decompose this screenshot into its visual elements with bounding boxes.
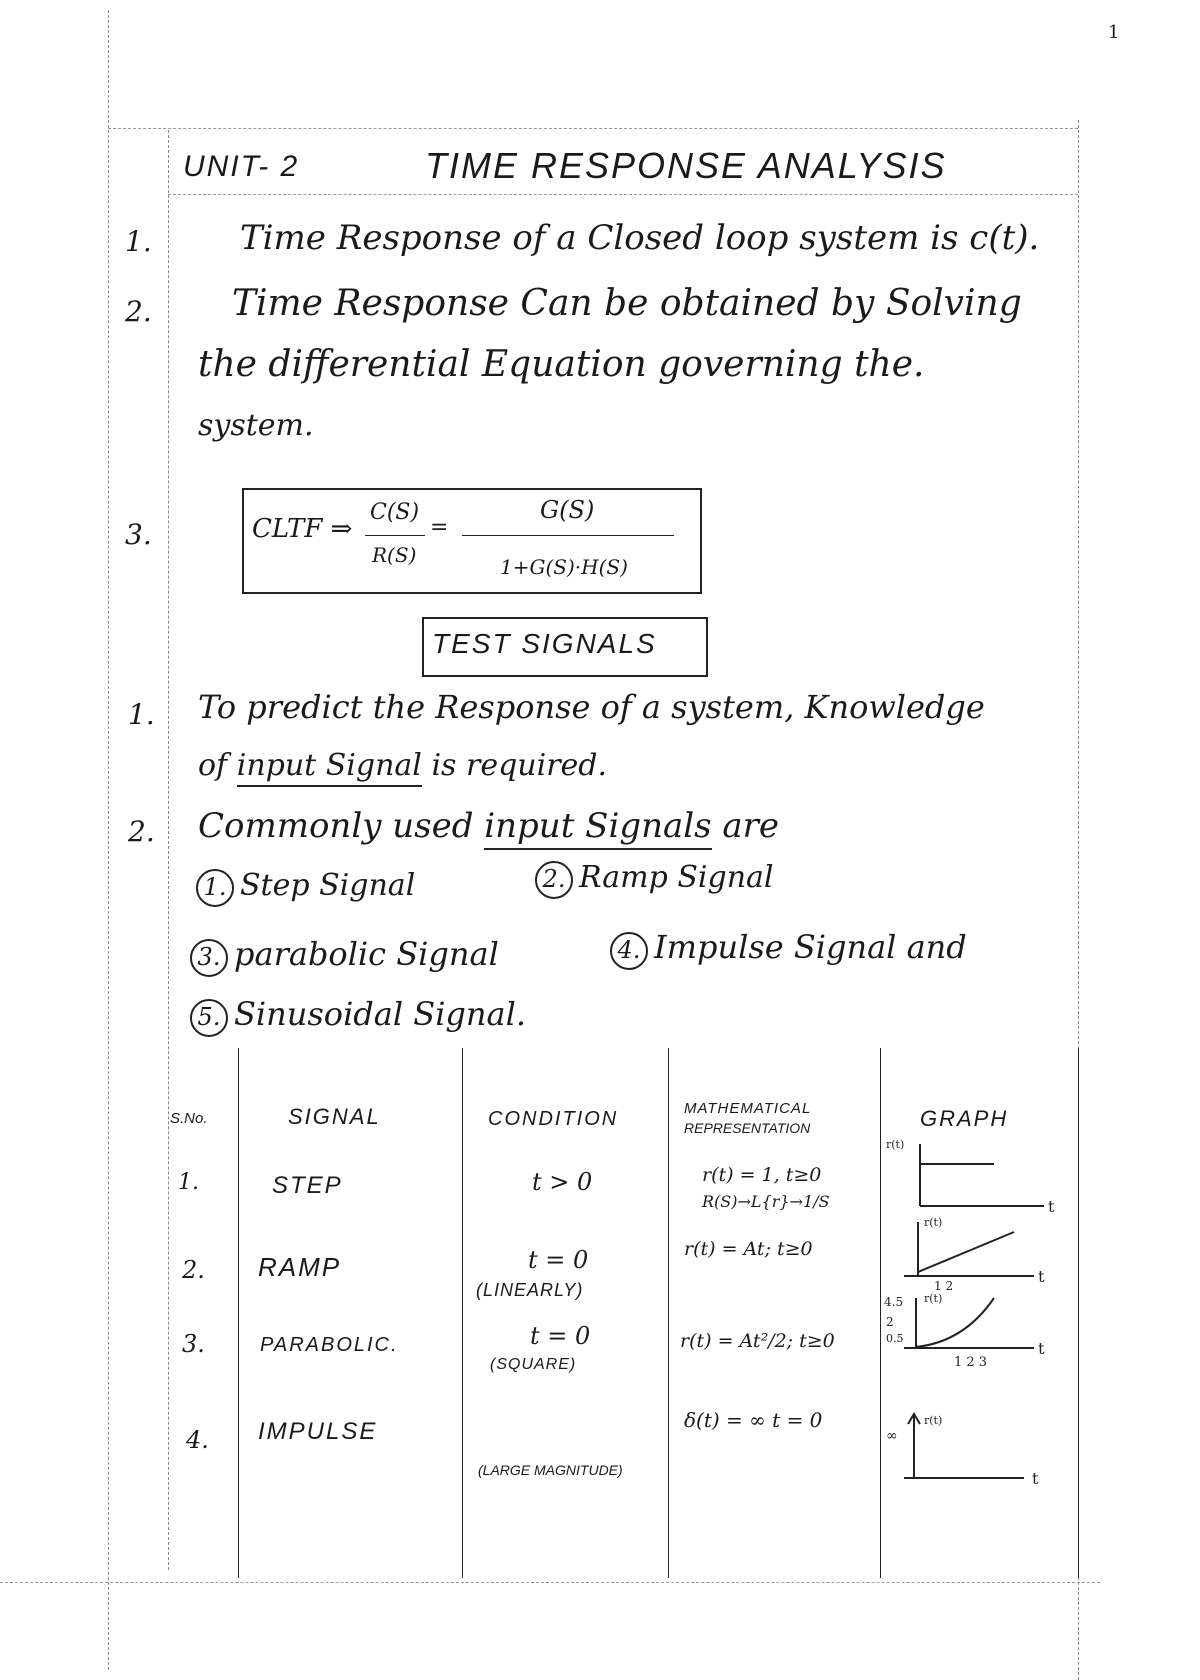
page-number: 1: [1108, 22, 1120, 43]
ts-point-2-number: 2.: [128, 815, 155, 848]
heading-rule: [168, 194, 1078, 195]
row-1-math-2: R(S)→L{r}→1/S: [702, 1192, 830, 1211]
impulse-inf-label: ∞: [886, 1428, 898, 1444]
th-math-1: MATHEMATICAL: [684, 1100, 812, 1117]
row-4-math-1: δ(t) = ∞ t = 0: [684, 1408, 823, 1432]
signal-item-3: [190, 935, 499, 977]
row-1-math-1: r(t) = 1, t≥0: [702, 1164, 822, 1186]
bottom-rule: [0, 1582, 1100, 1583]
parabolic-curve: [916, 1298, 994, 1347]
point-2-line3: system.: [198, 408, 314, 443]
parabolic-x-label: t: [1038, 1339, 1045, 1358]
cltf-rhs-bar: [462, 535, 674, 536]
row-1-signal: STEP: [272, 1172, 343, 1199]
parabolic-val-2: 2: [886, 1315, 894, 1329]
row-3-condition-note: (SQUARE): [490, 1356, 577, 1373]
ts-p1-of: of: [198, 748, 228, 783]
row-3-signal: PARABOLIC.: [260, 1334, 399, 1356]
cltf-rhs-num: G(S): [540, 496, 595, 524]
ts-p2-lead: Commonly used: [198, 806, 474, 846]
row-2-math-1: r(t) = At; t≥0: [684, 1238, 813, 1260]
ts-p1-rest: is required.: [431, 748, 608, 783]
row-4-sno: 4.: [186, 1426, 209, 1454]
signal-item-2-number: 2.: [535, 861, 573, 899]
step-y-label: r(t): [886, 1138, 905, 1151]
cltf-lhs-bar: [365, 535, 425, 536]
ramp-line: [918, 1232, 1014, 1272]
unit-label: UNIT- 2: [183, 150, 300, 183]
row-2-condition-note: (LINEARLY): [476, 1280, 584, 1300]
point-1-number: 1.: [125, 225, 152, 258]
th-math-2: REPRESENTATION: [684, 1120, 811, 1136]
row-3-math-1: r(t) = At²/2; t≥0: [680, 1330, 835, 1352]
point-2-line2: the differential Equation governing the.: [198, 344, 925, 385]
table-col-line-1: [238, 1048, 239, 1578]
ts-point-1-number: 1.: [128, 698, 155, 731]
signal-item-5-number: 5.: [190, 999, 228, 1037]
signal-item-2-label: Ramp Signal: [579, 860, 774, 895]
impulse-x-label: t: [1032, 1469, 1039, 1488]
ramp-x-label: t: [1038, 1267, 1045, 1286]
row-3-sno: 3.: [182, 1330, 205, 1358]
point-2-number: 2.: [125, 295, 152, 328]
cltf-lhs-den: R(S): [372, 543, 417, 567]
ts-p1-underlined: input Signal: [237, 748, 422, 787]
cltf-equals: =: [430, 515, 449, 540]
row-2-condition: t = 0: [528, 1246, 589, 1274]
table-col-line-4: [880, 1048, 881, 1578]
th-signal: SIGNAL: [288, 1104, 381, 1129]
cltf-rhs-den: 1+G(S)·H(S): [500, 555, 628, 579]
row-2-signal: RAMP: [258, 1252, 342, 1282]
inner-margin-line: [168, 130, 169, 1570]
ts-p2-rest: are: [722, 806, 780, 846]
row-2-sno: 2.: [182, 1256, 205, 1284]
ts-point-2-line1: [198, 806, 779, 846]
signal-item-5-label: Sinusoidal Signal.: [234, 995, 526, 1033]
left-margin-line: [108, 10, 109, 1670]
signal-item-1: [196, 868, 415, 907]
test-signals-title: TEST SIGNALS: [432, 628, 657, 659]
impulse-y-label: r(t): [924, 1414, 943, 1427]
step-x-label: t: [1048, 1197, 1055, 1216]
point-2-line1: Time Response Can be obtained by Solving: [232, 283, 1022, 324]
signal-item-4-label: Impulse Signal and: [654, 928, 967, 966]
signal-item-3-number: 3.: [190, 939, 228, 977]
signal-item-2: [535, 860, 774, 899]
signal-item-5: [190, 995, 526, 1037]
signal-item-1-label: Step Signal: [240, 868, 416, 903]
signal-item-1-number: 1.: [196, 869, 234, 907]
ts-point-1-line2: [198, 748, 607, 783]
ramp-graph: [884, 1214, 1064, 1294]
point-3-number: 3.: [125, 518, 152, 551]
parabolic-graph: [884, 1292, 1064, 1372]
point-1-text: Time Response of a Closed loop system is c(t).: [240, 218, 1040, 258]
ramp-y-label: r(t): [924, 1216, 943, 1229]
table-col-line-2: [462, 1048, 463, 1578]
parabolic-y-label: r(t): [924, 1292, 943, 1305]
top-rule: [108, 128, 1078, 129]
cltf-label: CLTF ⇒: [252, 514, 353, 544]
ts-p2-underlined: input Signals: [484, 806, 711, 850]
impulse-graph: [884, 1410, 1064, 1490]
row-1-sno: 1.: [178, 1170, 199, 1195]
step-graph: [884, 1136, 1064, 1216]
parabolic-ticks: 1 2 3: [954, 1355, 988, 1370]
row-3-condition: t = 0: [530, 1322, 591, 1350]
row-1-condition: t > 0: [532, 1168, 593, 1196]
signal-item-4-number: 4.: [610, 932, 648, 970]
page-title: TIME RESPONSE ANALYSIS: [425, 145, 947, 186]
cltf-lhs-num: C(S): [370, 500, 420, 525]
table-col-line-3: [668, 1048, 669, 1578]
parabolic-val-1: 4.5: [884, 1295, 904, 1309]
th-condition: CONDITION: [488, 1108, 619, 1130]
row-4-signal: IMPULSE: [258, 1418, 378, 1445]
signal-item-3-label: parabolic Signal: [234, 935, 499, 973]
th-sno: S.No.: [170, 1110, 208, 1127]
ts-point-1-line1: To predict the Response of a system, Knowledge: [198, 688, 985, 726]
ramp-ticks: 1 2: [934, 1279, 954, 1293]
row-4-condition-note: (LARGE MAGNITUDE): [478, 1462, 623, 1478]
parabolic-val-3: 0.5: [886, 1332, 904, 1345]
signal-item-4: [610, 928, 967, 970]
table-col-line-5: [1078, 1048, 1079, 1578]
th-graph: GRAPH: [920, 1106, 1009, 1131]
